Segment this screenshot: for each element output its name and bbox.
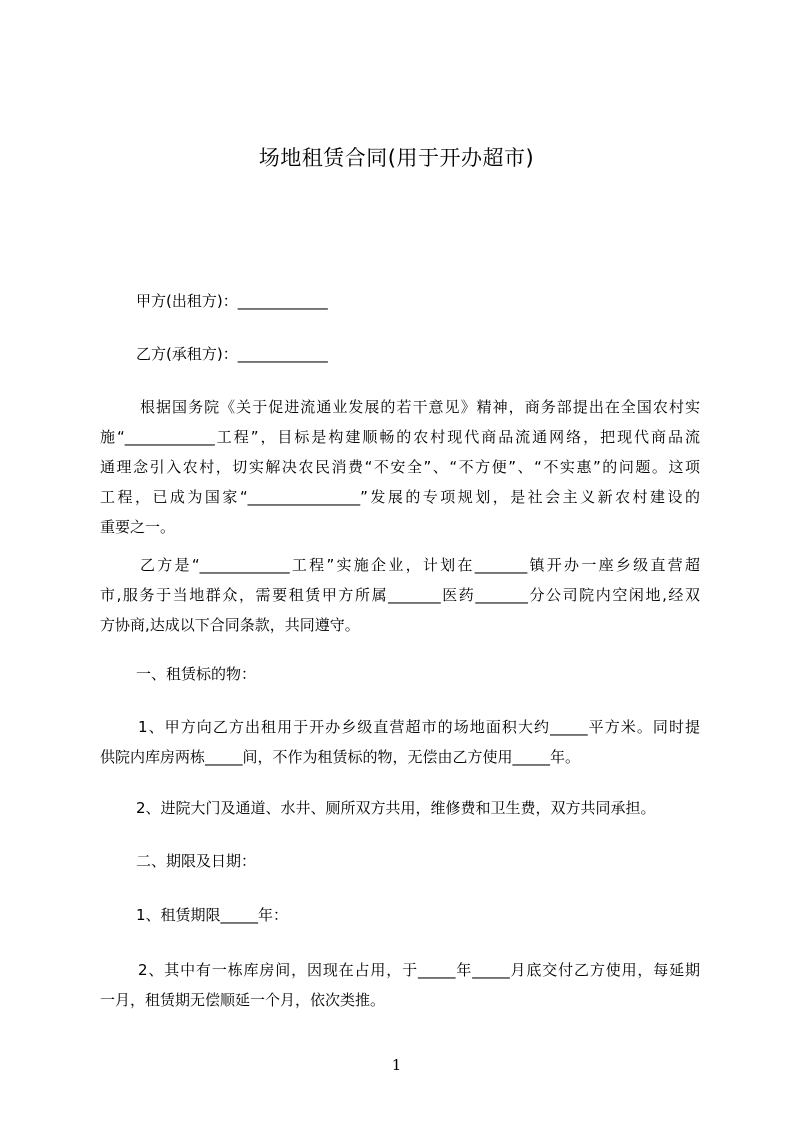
party-b-intro-line: 方协商,达成以下合同条款，共同遵守。 [100,616,360,634]
section-1-heading: 一、租赁标的物： [136,665,257,683]
party-b-intro-line: 市,服务于当地群众，需要租赁甲方所属_______医药_______分公司院内空闲地,经双 [100,586,700,604]
intro-line: 施“____________工程”，目标是构建顺畅的农村现代商品流通网络，把现代商品流 [100,428,700,446]
intro-line: 根据国务院《关于促进流通业发展的若干意见》精神，商务部提出在全国农村实 [140,398,700,416]
clause-2-2 [100,955,700,1015]
intro-paragraph [100,392,700,542]
clause-2-1: 1、租赁期限_____年： [136,906,289,924]
clause-1-1-line: 1、甲方向乙方出租用于开办乡级直营超市的场地面积大约_____平方米。同时提 [138,718,700,736]
party-a-line: 甲方(出租方)：____________ [136,292,328,310]
section-2-heading: 二、期限及日期： [136,852,257,870]
party-b-line: 乙方(承租方)：____________ [136,345,328,363]
party-b-intro-line: 乙方是“____________工程”实施企业，计划在_______镇开办一座乡级直营超 [140,556,700,574]
clause-2-2-line: 一月，租赁期无偿顺延一个月，依次类推。 [100,991,386,1009]
intro-line: 通理念引入农村，切实解决农民消费“不安全”、“不方便”、“不实惠”的问题。这项 [100,458,700,476]
document-title: 场地租赁合同(用于开办超市) [258,146,535,170]
party-b-intro-paragraph [100,550,700,640]
clause-1-2: 2、进院大门及通道、水井、厕所双方共用，维修费和卫生费，双方共同承担。 [136,799,656,817]
page-number: 1 [391,1056,402,1074]
intro-line: 重要之一。 [100,518,176,536]
clause-1-1 [100,712,700,772]
clause-2-2-line: 2、其中有一栋库房间，因现在占用，于_____年_____月底交付乙方使用，每延期 [138,961,700,979]
clause-1-1-line: 供院内库房两栋_____间，不作为租赁标的物，无偿由乙方使用_____年。 [100,748,581,766]
intro-line: 工程，已成为国家“_______________”发展的专项规划，是社会主义新农村建设的 [100,488,700,506]
